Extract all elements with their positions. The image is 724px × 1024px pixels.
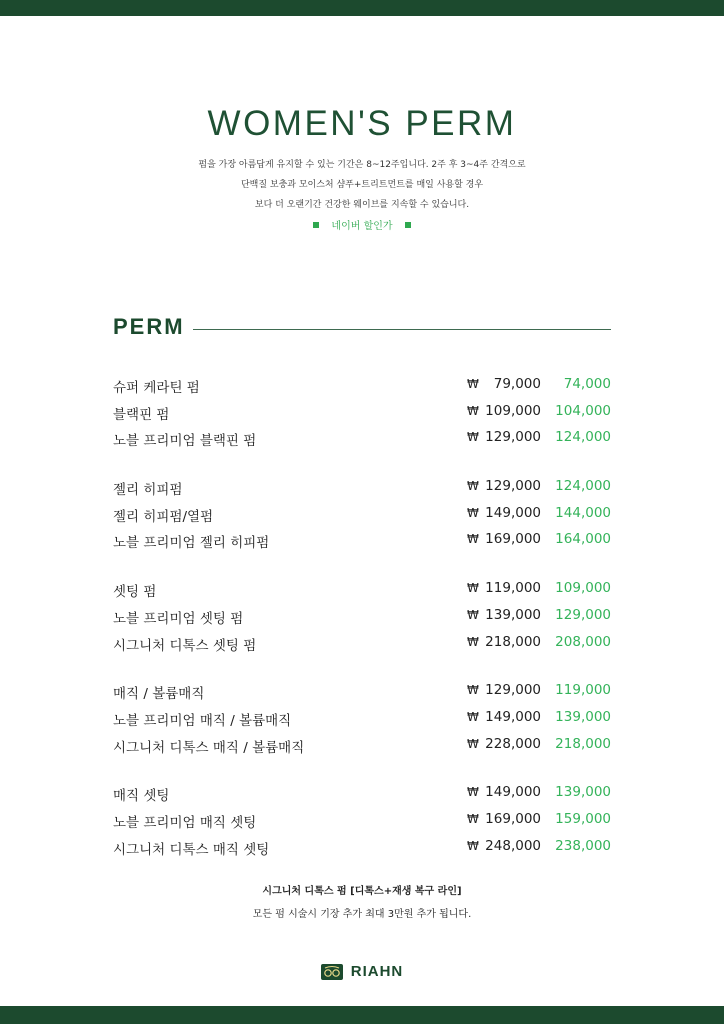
description-line: 단백질 보충과 모이스처 샴푸+트리트먼트를 매일 사용할 경우 — [240, 180, 484, 190]
menu-row — [113, 706, 611, 733]
regular-price: 79,000 — [493, 376, 541, 392]
brand-logo — [0, 963, 724, 987]
menu-row — [113, 781, 611, 808]
naver-sale-price: 109,000 — [555, 580, 611, 597]
naver-sale-price: 119,000 — [555, 682, 611, 699]
service-name: 시그니처 디톡스 매직 셋팅 — [113, 841, 270, 858]
square-bullet-icon — [405, 222, 411, 228]
square-bullet-icon — [313, 222, 319, 228]
regular-price: 109,000 — [485, 402, 541, 419]
menu-group — [113, 475, 611, 555]
menu-row — [113, 679, 611, 706]
top-bar — [0, 0, 724, 16]
naver-sale-price: 238,000 — [555, 837, 611, 854]
regular-price: 139,000 — [485, 606, 541, 623]
currency-symbol: ₩ — [467, 607, 479, 622]
naver-sale-price: 218,000 — [555, 735, 611, 752]
footer-note-body: 모든 펌 시술시 기장 추가 최대 3만원 추가 됩니다. — [252, 909, 472, 920]
description-line: 펌을 가장 아름답게 유지할 수 있는 기간은 8~12주입니다. 2주 후 3~4주 간격으로 — [198, 160, 526, 170]
naver-sale-price: 74,000 — [563, 376, 611, 392]
regular-price: 169,000 — [485, 810, 541, 827]
section-title: PERM — [113, 314, 185, 339]
menu-row — [113, 502, 611, 529]
regular-price: 149,000 — [485, 784, 541, 801]
service-name: 노블 프리미엄 셋팅 펌 — [113, 610, 244, 627]
naver-label-text: 네이버 할인가 — [331, 221, 393, 232]
footer-note-title: 시그니처 디톡스 펌 [디톡스+재생 복구 라인] — [262, 886, 462, 897]
service-name: 젤리 히피펌/열펌 — [113, 508, 214, 525]
regular-price: 119,000 — [485, 580, 541, 597]
currency-symbol: ₩ — [467, 634, 479, 649]
service-name: 셋팅 펌 — [113, 584, 157, 601]
menu-row — [113, 373, 611, 400]
menu-row — [113, 835, 611, 862]
menu-row — [113, 426, 611, 453]
regular-price: 149,000 — [485, 504, 541, 521]
service-name: 노블 프리미엄 매직 셋팅 — [113, 814, 257, 831]
naver-sale-price: 124,000 — [555, 429, 611, 446]
naver-sale-price: 144,000 — [555, 504, 611, 521]
regular-price: 248,000 — [485, 837, 541, 854]
service-name: 블랙핀 펌 — [113, 406, 170, 423]
service-name: 노블 프리미엄 젤리 히피펌 — [113, 535, 270, 552]
naver-sale-price: 124,000 — [555, 478, 611, 495]
currency-symbol: ₩ — [467, 838, 479, 853]
service-name: 매직 / 볼륨매직 — [113, 686, 205, 703]
naver-discount-label — [0, 217, 724, 232]
currency-symbol: ₩ — [467, 377, 479, 391]
naver-sale-price: 208,000 — [555, 633, 611, 650]
section-header — [113, 314, 611, 344]
menu-group — [113, 577, 611, 657]
menu-row — [113, 528, 611, 555]
naver-sale-price: 139,000 — [555, 784, 611, 801]
service-name: 노블 프리미엄 매직 / 볼륨매직 — [113, 712, 292, 729]
currency-symbol: ₩ — [467, 479, 479, 494]
menu-row — [113, 400, 611, 427]
footer-note — [0, 880, 724, 926]
service-name: 노블 프리미엄 블랙핀 펌 — [113, 433, 257, 450]
currency-symbol: ₩ — [467, 430, 479, 445]
currency-symbol: ₩ — [467, 683, 479, 698]
page-title: WOMEN'S PERM — [207, 104, 517, 143]
service-name: 시그니처 디톡스 매직 / 볼륨매직 — [113, 739, 305, 756]
currency-symbol: ₩ — [467, 785, 479, 800]
bottom-bar — [0, 1006, 724, 1024]
menu-group — [113, 781, 611, 861]
regular-price: 169,000 — [485, 531, 541, 548]
naver-sale-price: 164,000 — [555, 531, 611, 548]
menu-row — [113, 604, 611, 631]
service-name: 젤리 히피펌 — [113, 482, 183, 499]
menu-row — [113, 733, 611, 760]
service-name: 매직 셋팅 — [113, 788, 170, 805]
naver-sale-price: 159,000 — [555, 810, 611, 827]
menu-row — [113, 577, 611, 604]
currency-symbol: ₩ — [467, 736, 479, 751]
menu-group — [113, 373, 611, 453]
regular-price: 149,000 — [485, 708, 541, 725]
naver-sale-price: 129,000 — [555, 606, 611, 623]
currency-symbol: ₩ — [467, 581, 479, 596]
currency-symbol: ₩ — [467, 811, 479, 826]
description — [0, 155, 724, 215]
menu-row — [113, 475, 611, 502]
regular-price: 129,000 — [485, 429, 541, 446]
menu-group — [113, 679, 611, 759]
currency-symbol: ₩ — [467, 709, 479, 724]
riahn-logo-icon — [321, 964, 343, 980]
price-list — [113, 373, 611, 883]
regular-price: 218,000 — [485, 633, 541, 650]
description-line: 보다 더 오랜기간 건강한 웨이브를 지속할 수 있습니다. — [254, 200, 470, 210]
regular-price: 129,000 — [485, 682, 541, 699]
naver-sale-price: 104,000 — [555, 402, 611, 419]
menu-row — [113, 808, 611, 835]
currency-symbol: ₩ — [467, 505, 479, 520]
service-name: 시그니처 디톡스 셋팅 펌 — [113, 637, 257, 654]
regular-price: 228,000 — [485, 735, 541, 752]
currency-symbol: ₩ — [467, 532, 479, 547]
currency-symbol: ₩ — [467, 403, 479, 418]
regular-price: 129,000 — [485, 478, 541, 495]
service-name: 슈퍼 케라틴 펌 — [113, 380, 200, 396]
section-divider — [193, 329, 611, 330]
menu-row — [113, 631, 611, 658]
naver-sale-price: 139,000 — [555, 708, 611, 725]
brand-name: RIAHN — [350, 963, 404, 980]
